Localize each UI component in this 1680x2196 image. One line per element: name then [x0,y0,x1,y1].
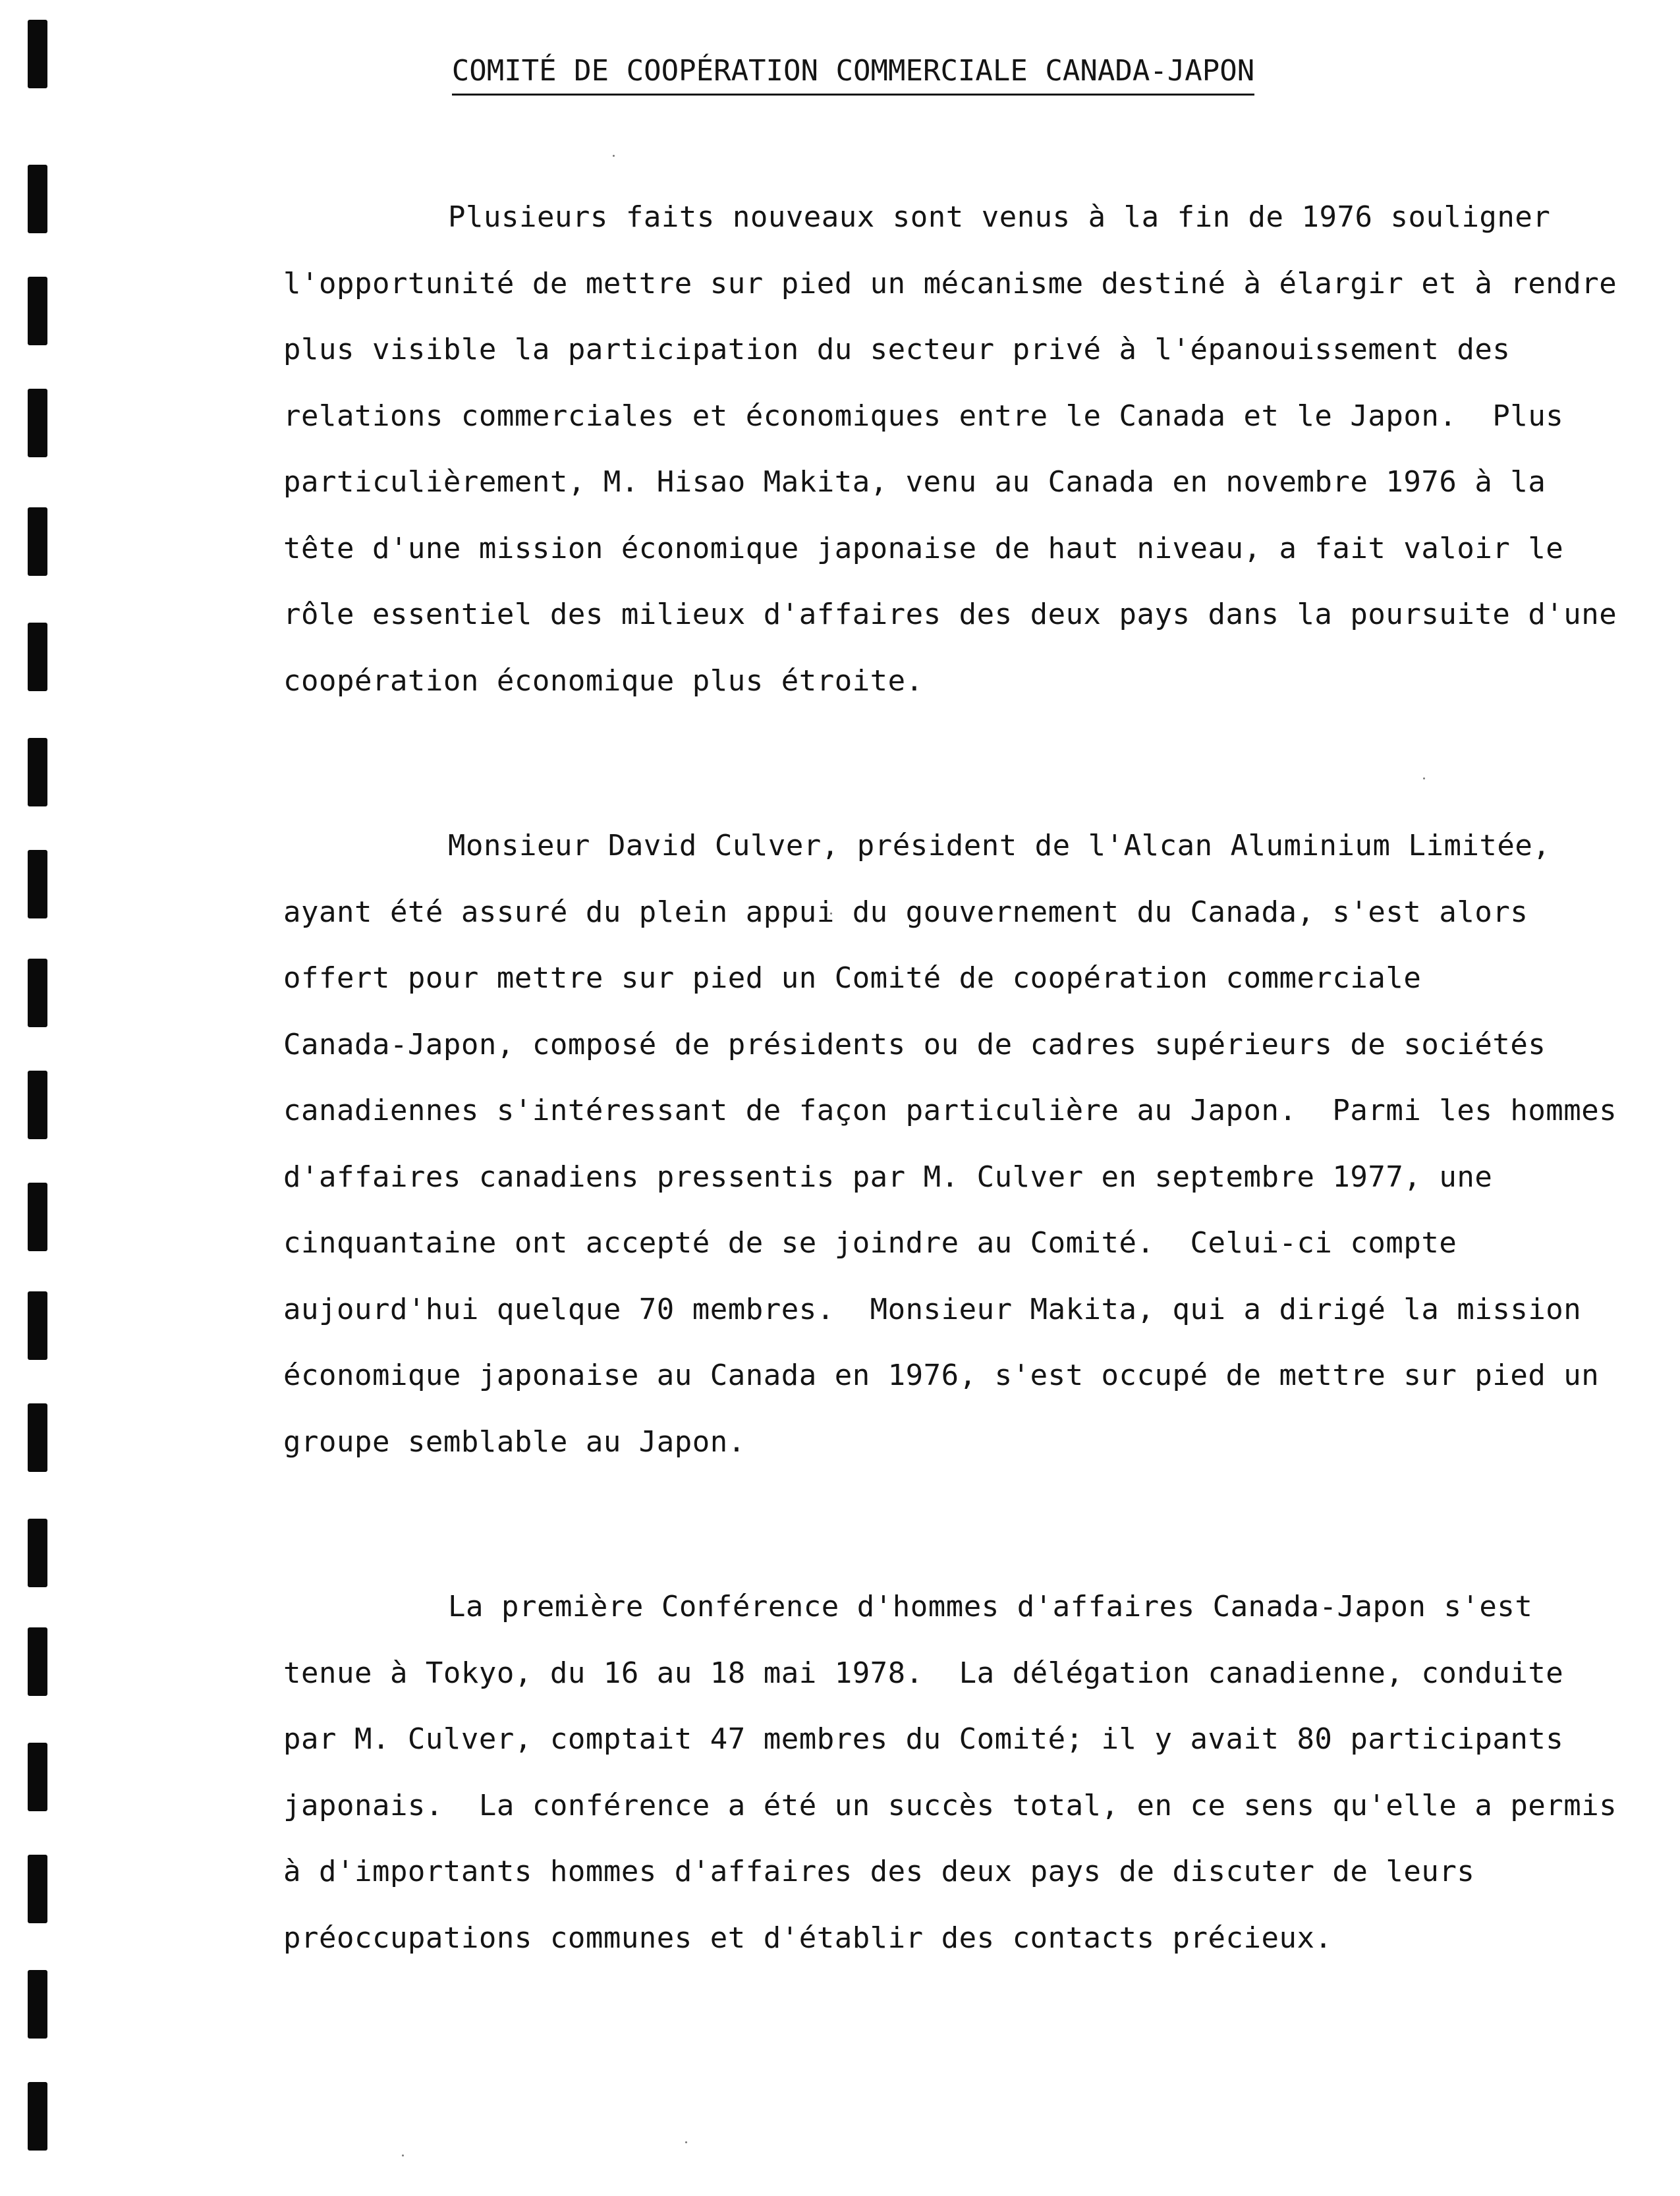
paragraph-3 [283,1574,1617,1971]
binding-hole-mark [28,1071,47,1139]
text-line: coopération économique plus étroite. [283,663,924,698]
text-line: économique japonaise au Canada en 1976, s'est occupé de mettre sur pied un [283,1359,1600,1392]
paragraph-spacer [283,714,1548,813]
paragraph-spacer [283,1475,1548,1574]
binding-hole-mark [28,277,47,345]
paragraph-1 [283,184,1617,714]
binding-hole-mark [28,1855,47,1923]
text-line: relations commerciales et économiques entre le Canada et le Japon. Plus [283,399,1564,433]
text-line: Canada-Japon, composé de présidents ou de cadres supérieurs de sociétés [283,1027,1546,1061]
text-line: particulièrement, M. Hisao Makita, venu au Canada en novembre 1976 à la [283,465,1546,499]
text-line: l'opportunité de mettre sur pied un mécanisme destiné à élargir et à rendre [283,266,1617,300]
text-line: préoccupations communes et d'établir des contacts précieux. [283,1921,1333,1955]
binding-hole-mark [28,1627,47,1696]
binding-hole-mark [28,850,47,918]
binding-hole-mark [28,1743,47,1811]
binding-hole-mark [28,1970,47,2039]
binding-hole-mark [28,2082,47,2151]
binding-hole-mark [28,1291,47,1360]
text-line: japonais. La conférence a été un succès total, en ce sens qu'elle a permis [283,1788,1617,1822]
text-line: offert pour mettre sur pied un Comité de coopération commerciale [283,961,1422,995]
text-line: aujourd'hui quelque 70 membres. Monsieur Makita, qui a dirigé la mission [283,1292,1582,1326]
document-body [283,184,1617,1971]
scan-speck [402,2154,404,2156]
paragraph-2 [283,813,1617,1475]
text-line: tenue à Tokyo, du 16 au 18 mai 1978. La délégation canadienne, conduite [283,1656,1564,1690]
binding-hole-mark [28,1183,47,1251]
text-line: tête d'une mission économique japonaise de haut niveau, a fait valoir le [283,531,1564,565]
text-line: plus visible la participation du secteur privé à l'épanouissement des [283,333,1511,366]
text-line: rôle essentiel des milieux d'affaires des deux pays dans la poursuite d'une [283,598,1617,631]
binding-hole-mark [28,959,47,1027]
page-title-text: COMITÉ DE COOPÉRATION COMMERCIALE CANADA-JAPON [452,51,1255,96]
binding-hole-mark [28,1403,47,1472]
text-line: groupe semblable au Japon. [283,1424,746,1459]
text-line: canadiennes s'intéressant de façon particulière au Japon. Parmi les hommes [283,1094,1617,1127]
binding-hole-mark [28,165,47,233]
text-line: cinquantaine ont accepté de se joindre au Comité. Celui-ci compte [283,1226,1457,1260]
text-line: ayant été assuré du plein appui du gouvernement du Canada, s'est alors [283,895,1528,929]
text-line: par M. Culver, comptait 47 membres du Comité; il y avait 80 participants [283,1722,1564,1756]
page-title [0,51,1680,96]
binding-hole-mark [28,507,47,576]
scan-speck [613,155,615,157]
binding-hole-mark [28,738,47,806]
text-line: Plusieurs faits nouveaux sont venus à la fin de 1976 souligner [448,200,1551,234]
binding-strip [0,0,79,2196]
text-line: à d'importants hommes d'affaires des deux pays de discuter de leurs [283,1855,1475,1888]
binding-hole-mark [28,389,47,457]
scan-speck [685,2141,687,2143]
text-line: La première Conférence d'hommes d'affaires Canada-Japon s'est [448,1590,1533,1623]
binding-hole-mark [28,1519,47,1587]
text-line: Monsieur David Culver, président de l'Alcan Aluminium Limitée, [448,829,1551,862]
text-line: d'affaires canadiens pressentis par M. Culver en septembre 1977, une [283,1160,1493,1194]
binding-hole-mark [28,623,47,691]
